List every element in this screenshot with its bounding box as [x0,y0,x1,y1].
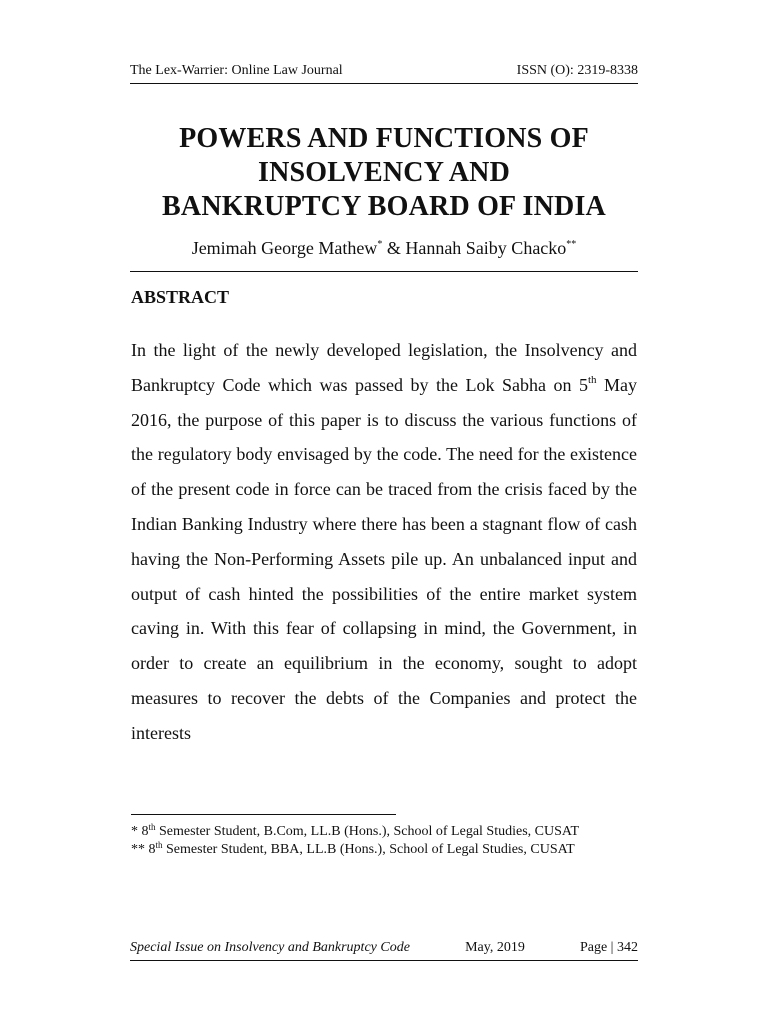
author-1-name: Jemimah George Mathew [191,238,378,258]
ordinal-suffix: th [587,373,597,386]
author-2-footnote-mark: ** [566,239,577,250]
running-footer [130,940,638,961]
abstract-line: discuss the various functions of the regulatory body [131,409,638,465]
abstract-line: flow of cash having the Non-Performing Assets pile up. An [131,513,637,569]
footnote-mark: ** [131,842,145,857]
abstract-line: equilibrium in the economy, sought to adopt measures to [131,653,638,708]
title-line-1: POWERS AND FUNCTIONS OF [179,123,589,154]
issue-date: May, 2019 [465,940,525,955]
author-separator: & [382,238,406,258]
footnote-separator [131,814,396,815]
footnote-mark: * [131,824,138,839]
author-line [130,236,638,272]
abstract-heading: ABSTRACT [131,287,230,307]
abstract-line: envisaged by the code. The need for the existence of the [131,444,637,500]
abstract-line: the Indian Banking Industry where there has been a stagnant [131,479,638,534]
footnote-2: ** 8th Semester Student, BBA, LL.B (Hons.), School of Legal Studies, CUSAT [131,840,575,857]
author-1-footnote-mark: * [377,239,383,250]
running-header [130,63,638,84]
abstract-line: present code in force can be traced from the crisis faced by [178,479,610,500]
page-number: Page | 342 [579,940,638,955]
title-line-3: BANKRUPTCY BOARD OF INDIA [162,191,606,222]
footnote-1: * 8th Semester Student, B.Com, LL.B (Hons.), School of Legal Studies, CUSAT [131,822,579,839]
footnotes [131,823,637,859]
author-2-name: Hannah Saiby Chacko [405,238,567,258]
issn-number: ISSN (O): 2319-8338 [516,63,638,78]
abstract-line: collapsing in mind, the Government, in order to create an [131,618,637,674]
abstract-body [131,333,637,751]
abstract-line: In the light of the newly developed legislation, the [131,340,518,360]
issue-title: Special Issue on Insolvency and Bankruptcy Code [130,940,410,955]
abstract-line: Lok Sabha on 5th May 2016, the purpose of this paper is to [131,373,638,430]
title-line-2: INSOLVENCY AND [257,157,510,188]
journal-name: The Lex-Warrier: Online Law Journal [130,63,343,78]
abstract-line: recover the debts of the Companies and protect the interests [131,687,637,743]
abstract-line: of the entire market system caving in. With this fear of [131,583,638,639]
paper-title [130,122,638,224]
abstract-line: unbalanced input and output of cash hinted the possibilities [131,548,638,604]
abstract-line: Insolvency and Bankruptcy Code which was passed by the [131,340,638,395]
